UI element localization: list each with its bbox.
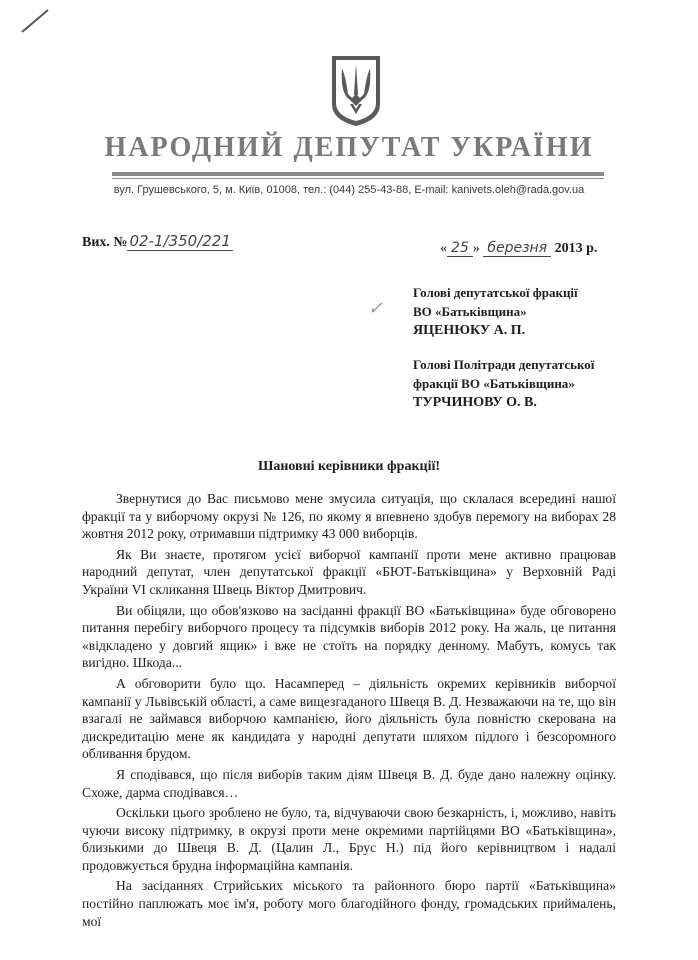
- body-paragraph: Ви обіцяли, що обов'язково на засіданні фракції ВО «Батьківщина» буде обговорено питання перебігу виборчого процесу та підсумків виборів 2012 року. На жаль, це питання «відкладено у довгий ящик» і вже не стоїть на порядку денному. Мабуть, комусь так вигідно. Шкода...: [82, 602, 616, 671]
- recipient-2-name: ТУРЧИНОВУ О. В.: [413, 395, 537, 410]
- recipient-1-line1: Голові депутатської фракції: [413, 285, 578, 300]
- header-address: вул. Грушевського, 5, м. Київ, 01008, тел.: (044) 255-43-88, E-mail: kanivets.oleh@rada.gov.ua: [113, 184, 585, 196]
- body-paragraph: На засіданнях Стрийських міського та районного бюро партії «Батьківщина» постійно паплюжать моє ім'я, роботу мого благодійного фонду, громадських приймалень, мої: [82, 878, 616, 929]
- outgoing-number-label: Вих. №: [82, 235, 128, 250]
- trident-coat-of-arms-icon: [330, 54, 382, 128]
- header-divider-thin: [112, 178, 604, 179]
- body-paragraph: А обговорити було що. Насамперед – діяльність окремих керівників виборчої кампанії у Львівській області, а саме вищезгаданого Швеця В. Д. Незважаючи на те, що він взагалі не займався виборчою кампанією, його діяльність була повністю скерована на дискредитацію мене як кандидата у народні депутати шляхом підлого і безсоромного обливання брудом.: [82, 675, 616, 762]
- page-title: НАРОДНИЙ ДЕПУТАТ УКРАЇНИ: [104, 132, 594, 163]
- body-paragraph: Звернутися до Вас письмово мене змусила ситуація, що склалася всередині нашої фракції та у виборчому окрузі № 126, по якому я впевнено здобув перемогу на виборах 28 жовтня 2012 року, отримавши підтримку 43 000 виборців.: [82, 491, 616, 542]
- letter-body: [82, 490, 616, 933]
- salutation: Шановні керівники фракції!: [257, 459, 441, 474]
- date-month: березня: [483, 240, 551, 257]
- recipient-1-line2: ВО «Батьківщина»: [413, 304, 527, 319]
- header-divider: [112, 172, 604, 176]
- body-paragraph: Як Ви знаєте, протягом усієї виборчої кампанії проти мене активно працював народний депутат, член депутатської фракції «БЮТ-Батьківщина» у Верховній Раді України VI скликання Швець Віктор Дмитрович.: [82, 546, 616, 597]
- staple-mark-icon: [20, 8, 50, 34]
- recipient-2-line2: фракції ВО «Батьківщина»: [413, 376, 575, 391]
- recipient-2-line1: Голові Політради депутатської: [413, 357, 595, 372]
- body-paragraph: Я сподівався, що після виборів таким діям Швеця В. Д. буде дано належну оцінку. Схоже, дарма сподівався…: [82, 766, 616, 800]
- recipient-1-name: ЯЦЕНЮКУ А. П.: [413, 323, 526, 338]
- recipient-block-1: [413, 283, 578, 340]
- date-year: 2013 р.: [554, 241, 598, 256]
- recipient-block-2: [413, 355, 594, 412]
- body-paragraph: Оскільки цього зроблено не було, та, відчуваючи свою безкарність, і, можливо, навіть чуючи високу підтримку, в окрузі проти мене окремими партійцями ВО «Батьківщина», близькими до Швеця В. Д. (Цалин Л., Брус Н.) під його керівництвом і надалі продовжується брудна інформаційна кампанія.: [82, 805, 616, 873]
- check-mark-icon: ✓: [368, 298, 384, 318]
- outgoing-number: [82, 232, 233, 251]
- letter-date: « 25 » березня 2013 р.: [440, 240, 598, 256]
- outgoing-number-value: 02-1/350/221: [129, 232, 231, 250]
- date-day: 25: [447, 240, 473, 257]
